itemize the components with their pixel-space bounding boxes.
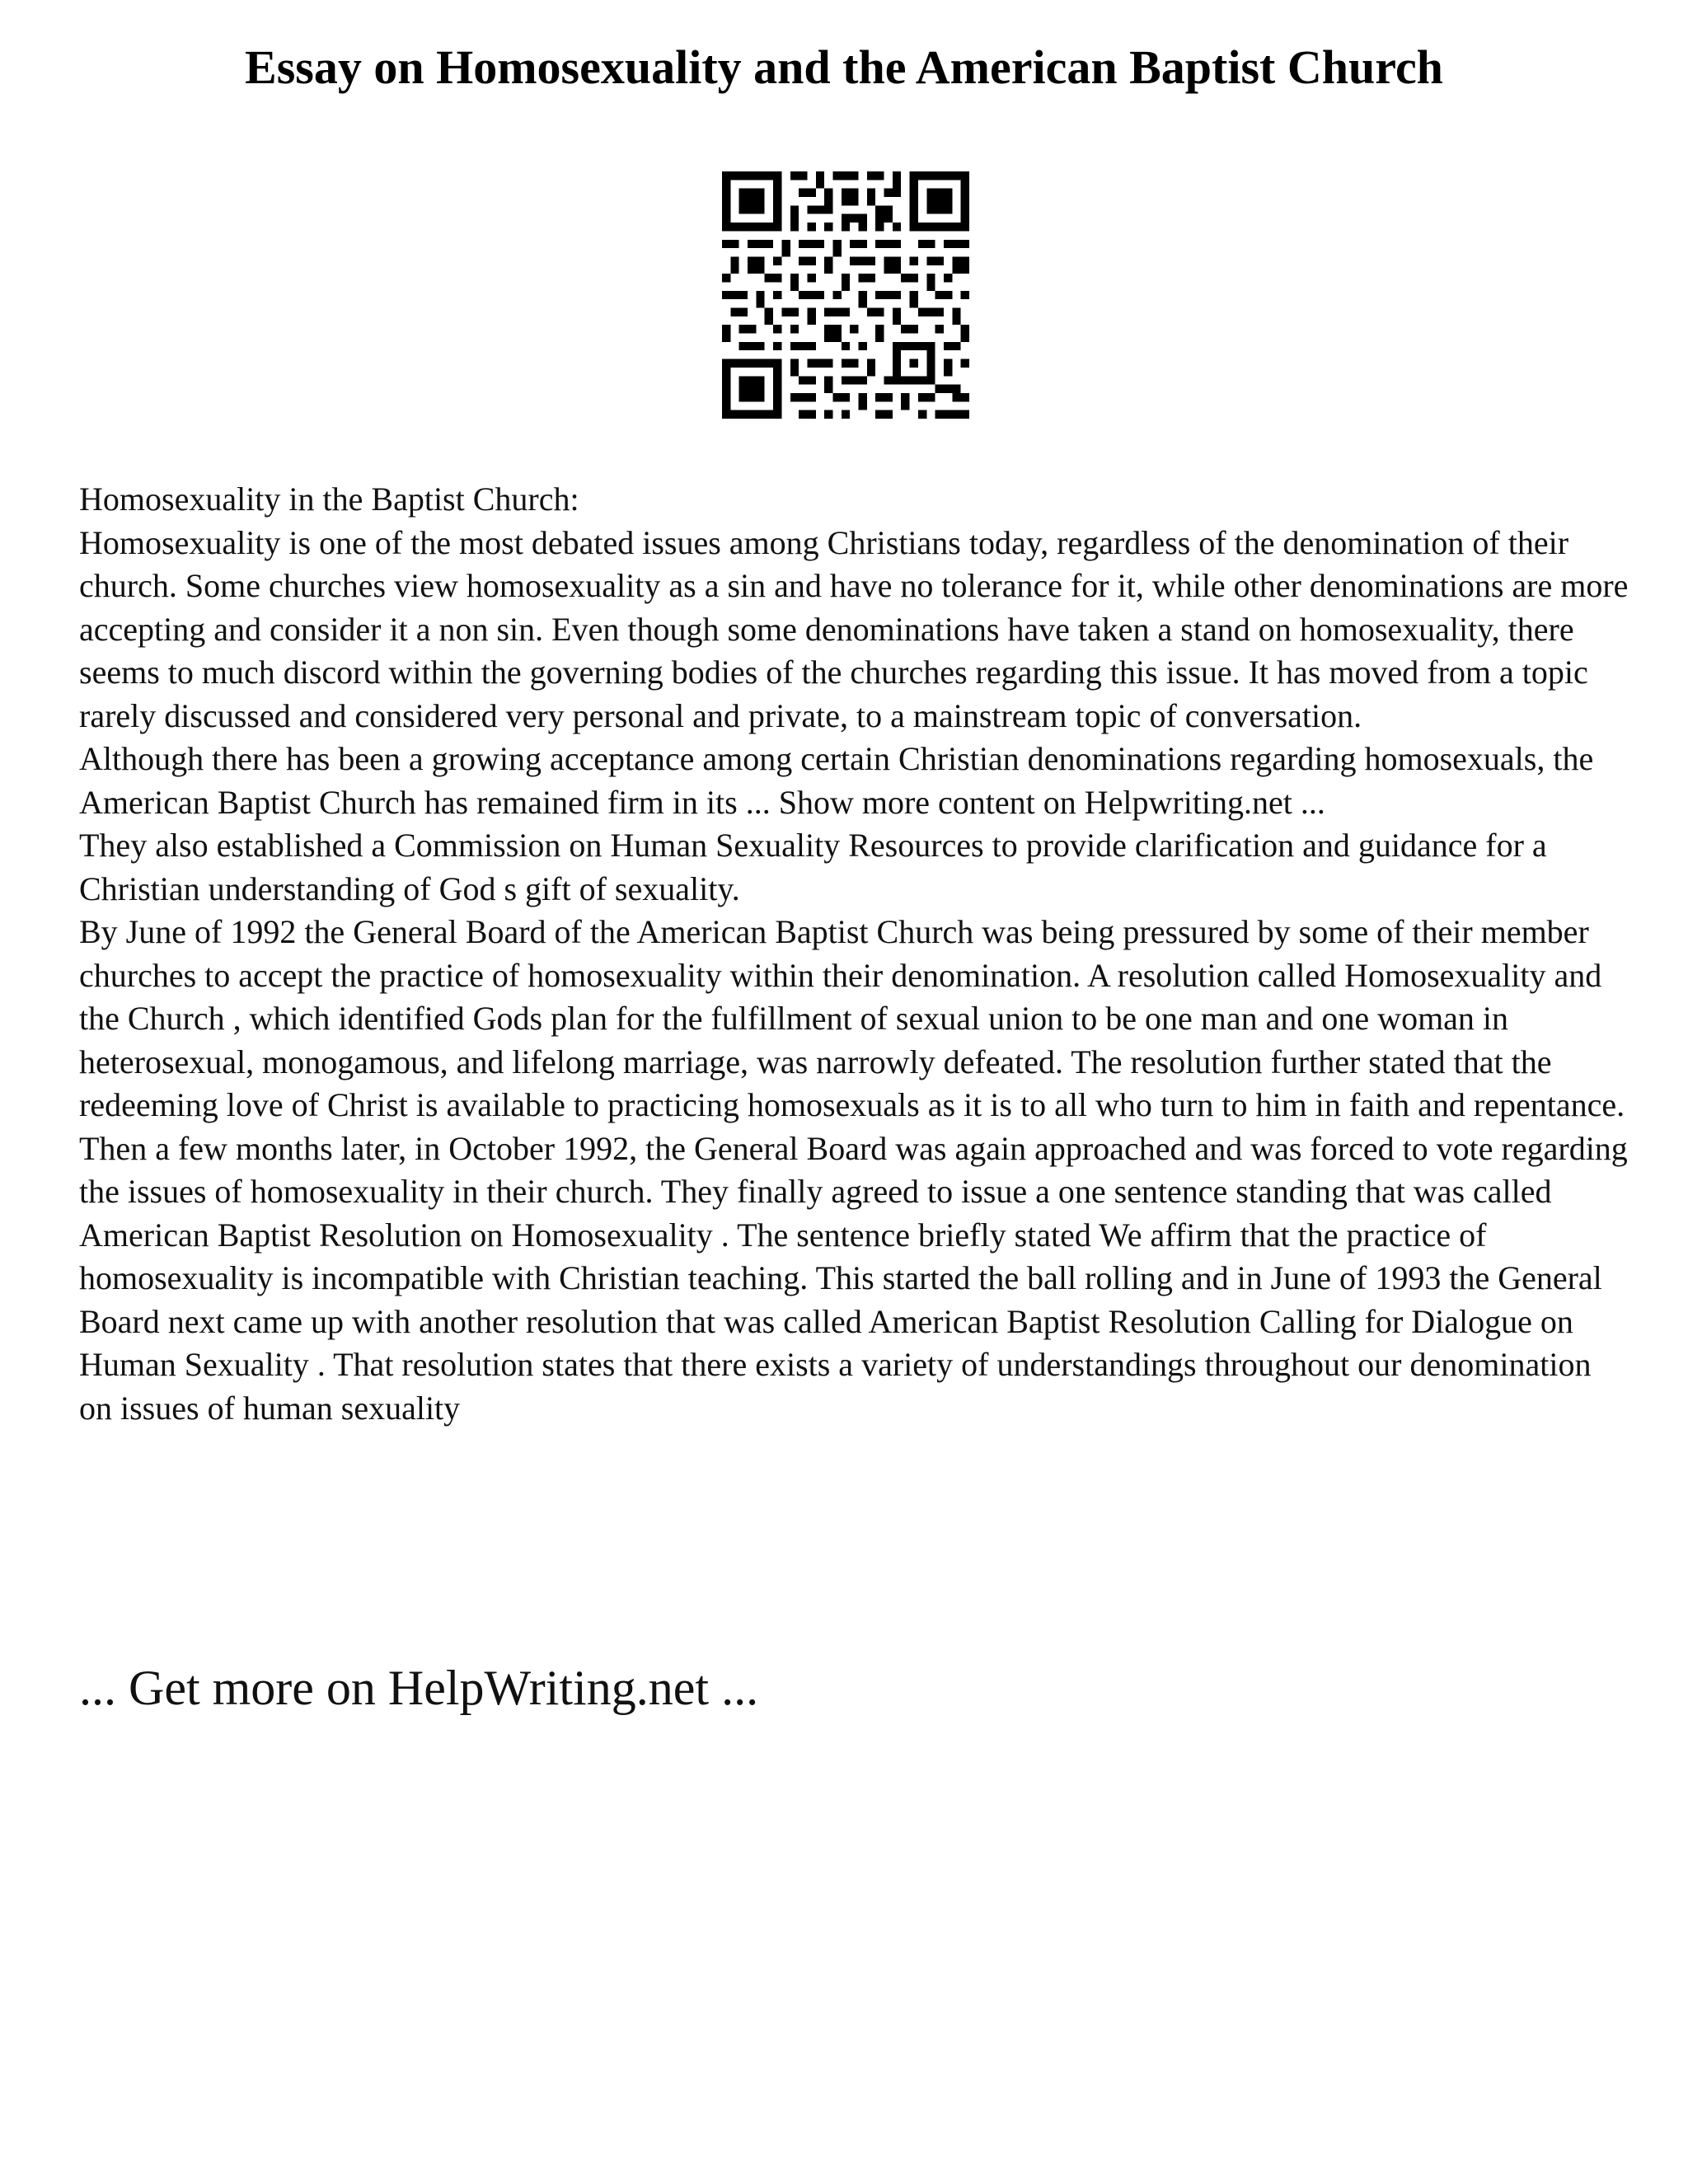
essay-paragraph: They also established a Commission on Human Sexuality Resources to provide clarification and guidance for a Christian understanding of God s gift of sexuality. [79,827,1547,907]
essay-body [79,478,1629,1430]
essay-paragraph: Homosexuality is one of the most debated issues among Christians today, regardless of the denomination of their church. Some churches view homosexuality as a sin and have no tolerance for it, while other denominations are more accepting and consider it a non sin. Even though some denominations have taken a stand on homosexuality, there seems to much discord within the governing bodies of the churches regarding this issue. It has moved from a topic rarely discussed and considered very personal and private, to a mainstream topic of conversation. [79,523,1629,734]
essay-heading: Homosexuality in the Baptist Church: [79,480,579,518]
essay-title: Essay on Homosexuality and the American Baptist Church [245,40,1443,94]
essay-paragraph: Although there has been a growing acceptance among certain Christian denominations regarding homosexuals, the American Baptist Church has remained firm in its ... Show more content on Helpwriting.net ... [79,740,1594,821]
qr-code-icon [722,171,969,419]
essay-paragraph: Then a few months later, in October 1992, the General Board was again approached and was forced to vote regarding the issues of homosexuality in their church. They finally agreed to issue a one sentence standing that was called American Baptist Resolution on Homosexuality . The sentence briefly stated We affirm that the practice of homosexuality is incompatible with Christian teaching. This started the ball rolling and in June of 1993 the General Board next came up with another resolution that was called American Baptist Resolution Calling for Dialogue on Human Sexuality . That resolution states that there exists a variety of understandings throughout our denomination on issues of human sexuality [79,1129,1628,1427]
essay-paragraph: By June of 1992 the General Board of the American Baptist Church was being pressured by some of their member churches to accept the practice of homosexuality within their denomination. A resolution called Homosexuality and the Church , which identified Gods plan for the fulfillment of sexual union to be one man and one woman in heterosexual, monogamous, and lifelong marriage, was narrowly defeated. The resolution further stated that the redeeming love of Christ is available to practicing homosexuals as it is to all who turn to him in faith and repentance. [79,913,1625,1123]
get-more-link[interactable]: ... Get more on HelpWriting.net ... [79,1661,759,1715]
